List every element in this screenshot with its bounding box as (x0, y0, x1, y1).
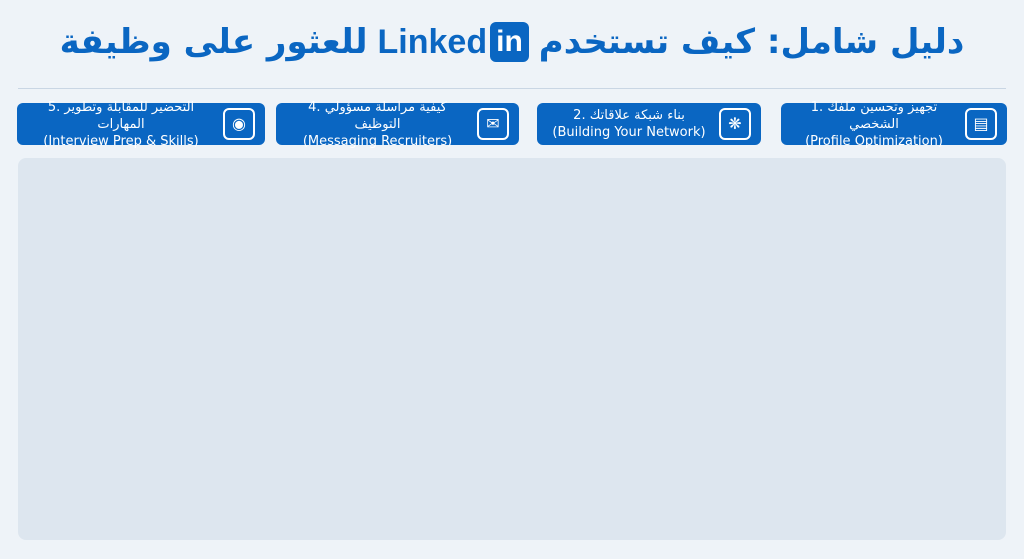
section-title-ar: 2. بناء شبكة علاقاتك (573, 108, 685, 123)
title-text: دليل شامل: كيف تستخدم (538, 22, 965, 62)
section-title-ar: 1. تجهيز وتحسين ملفك الشخصي (810, 99, 938, 132)
section-header-messaging (276, 99, 519, 149)
network-icon: ❋ (719, 108, 751, 140)
section-title-en: (Interview Prep & Skills) (43, 133, 199, 149)
content-placeholder (18, 158, 1006, 540)
section-header-profile (781, 99, 1007, 149)
message-icon: ✉ (477, 108, 509, 140)
section-title-ar: 5. التحضير للمقابلة وتطوير المهارات (47, 99, 195, 132)
title-divider (18, 88, 1006, 89)
head-icon: ◉ (223, 108, 255, 140)
section-title-en: (Building Your Network) (552, 125, 706, 140)
linkedin-logo-box: in (490, 22, 529, 62)
linkedin-logo (378, 22, 529, 62)
profile-card-icon: ▤ (965, 108, 997, 140)
section-header-interview (17, 99, 265, 149)
section-title-ar: 4. كيفية مراسلة مسؤولي التوظيف (308, 99, 447, 132)
section-title-en: (Messaging Recruiters) (302, 133, 453, 149)
section-title-en: (Profile Optimization) (805, 133, 943, 149)
page-title (0, 22, 1024, 62)
section-header-network (537, 103, 761, 145)
linkedin-logo-word: Linked (377, 22, 488, 61)
title-tail: للعثور على وظيفة (59, 22, 368, 62)
